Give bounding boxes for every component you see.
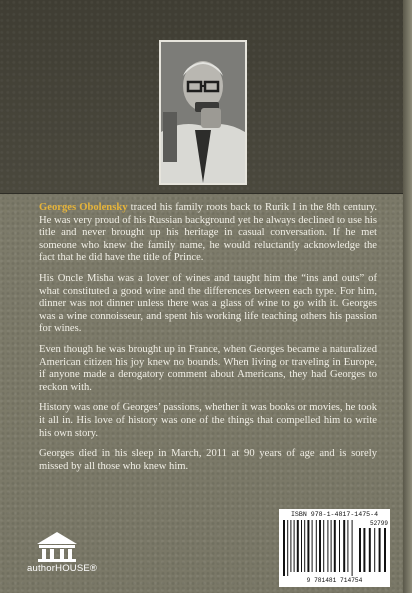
portrait-photo-icon [161,42,245,183]
publisher-name: authorHOUSE® [27,563,98,574]
author-photo [159,40,247,185]
bio-paragraph-5: Georges died in his sleep in March, 2011 at 90 years of age and is sorely missed by all those who knew him. [39,448,377,472]
isbn-text: ISBN 978-1-4817-1475-4 [290,511,379,518]
authorhouse-logo-icon [27,528,87,562]
price-code: 52799 [369,520,388,527]
bio-paragraph-2: His Oncle Misha was a lover of wines and taught him the “ins and outs” of what constituted a good wine and the differences between each type. For him, dinner was not dinner unless there was a glass of wine to go with it. Georges was a wine connoisseur, and spent his working life teaching others his passion for wines. [39,272,377,335]
bio-paragraph-3: Even though he was brought up in France, when Georges became a naturalized American citizen his joy knew no bounds. When living or traveling in Europe, if anyone made a derogatory comment about Americans, they had Georges to reckon with. [39,343,377,393]
author-name: Georges Obolensky [39,202,128,213]
spine-edge [403,0,412,593]
ean-digits: 9 781481 714754 [306,577,363,584]
biography-text [39,202,377,481]
bio-paragraph-1 [39,202,377,265]
bio-paragraph-4: History was one of Georges’ passions, whether it was books or movies, he took it all in. His love of history was one of the things that compelled him to write his own story. [39,402,377,439]
barcode-bars-icon [279,520,390,576]
barcode [279,509,390,587]
bio-paragraph-1-text: traced his family roots back to Rurik I in the 8th century. He was very proud of his Russian background yet he always declined to use his title and never brought up his heritage in casual conversation. If he met someone who knew the family name, he would reluctantly acknowledge the fact that he did have the title of Prince. [39,202,377,264]
